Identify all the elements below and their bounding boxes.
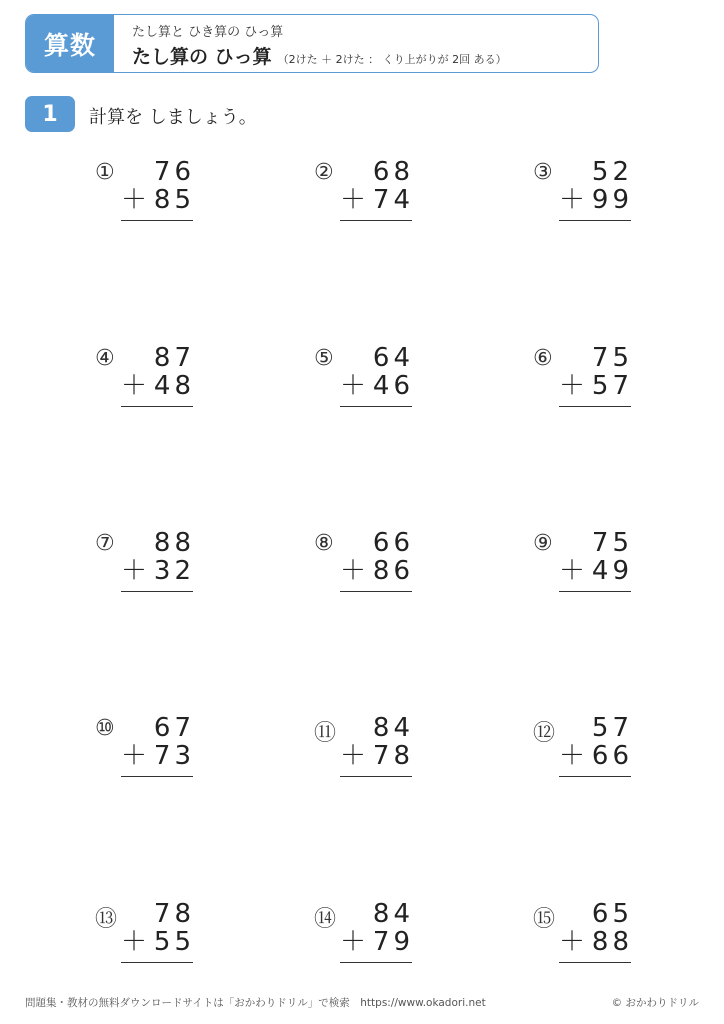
problem-number: ⑤ [314, 346, 334, 371]
problem-item [533, 710, 703, 780]
addend-bottom-row [340, 742, 414, 770]
answer-line [559, 406, 631, 407]
addend-top: 75 [591, 343, 633, 373]
worksheet-title: たし算の ひっ算 [132, 46, 272, 68]
answer-line [340, 591, 412, 592]
plus-sign: ＋ [559, 556, 586, 586]
addend-bottom: 49 [591, 556, 633, 586]
addend-bottom: 88 [591, 927, 633, 957]
addend-bottom-row [559, 557, 633, 585]
problem-number: ⑨ [533, 531, 553, 556]
plus-sign: ＋ [121, 371, 148, 401]
problem-number: ⑥ [533, 346, 553, 371]
plus-sign: ＋ [559, 185, 586, 215]
problem-item [95, 896, 265, 966]
problem-number: ① [95, 160, 115, 185]
answer-line [121, 591, 193, 592]
problem-item [95, 710, 265, 780]
addend-top: 87 [153, 343, 195, 373]
addend-top: 68 [372, 157, 414, 187]
problem-item [314, 154, 484, 224]
addend-top: 76 [153, 157, 195, 187]
addend-top: 88 [153, 528, 195, 558]
plus-sign: ＋ [559, 741, 586, 771]
plus-sign: ＋ [121, 556, 148, 586]
problem-item [533, 525, 703, 595]
problem-item [533, 896, 703, 966]
addend-bottom-row [121, 372, 195, 400]
problem-number: ⑬ [95, 907, 118, 932]
answer-line [340, 220, 412, 221]
plus-sign: ＋ [340, 741, 367, 771]
addend-bottom-row [340, 186, 414, 214]
problem-item [95, 154, 265, 224]
plus-sign: ＋ [340, 927, 367, 957]
addend-top: 52 [591, 157, 633, 187]
addend-bottom-row [121, 557, 195, 585]
footer-site-note: 問題集・教材の無料ダウンロードサイトは「おかわりドリル」で検索 https://www.okadori.net [25, 997, 486, 1009]
problem-number: ④ [95, 346, 115, 371]
answer-line [559, 962, 631, 963]
worksheet-header [25, 14, 599, 73]
problem-item [95, 525, 265, 595]
problem-item [314, 525, 484, 595]
answer-line [340, 962, 412, 963]
worksheet-title-note: （2けた ＋ 2けた ： くり上がりが 2回 ある） [277, 53, 507, 66]
addend-bottom-row [121, 186, 195, 214]
answer-line [121, 220, 193, 221]
addend-bottom-row [340, 372, 414, 400]
answer-line [559, 776, 631, 777]
problem-number: ③ [533, 160, 553, 185]
addend-bottom: 55 [153, 927, 195, 957]
addend-bottom: 74 [372, 185, 414, 215]
addend-bottom-row [559, 186, 633, 214]
problem-item [95, 340, 265, 410]
addend-top: 57 [591, 713, 633, 743]
addend-bottom: 85 [153, 185, 195, 215]
plus-sign: ＋ [121, 185, 148, 215]
plus-sign: ＋ [559, 371, 586, 401]
section-number-badge: 1 [25, 96, 75, 132]
problem-item [314, 710, 484, 780]
problem-item [533, 154, 703, 224]
answer-line [340, 776, 412, 777]
addend-bottom-row [340, 557, 414, 585]
addend-top: 65 [591, 899, 633, 929]
plus-sign: ＋ [340, 556, 367, 586]
subject-label: 算数 [26, 15, 114, 72]
addend-bottom-row [559, 928, 633, 956]
plus-sign: ＋ [340, 371, 367, 401]
plus-sign: ＋ [121, 741, 148, 771]
addend-bottom: 78 [372, 741, 414, 771]
answer-line [121, 962, 193, 963]
addend-bottom-row [340, 928, 414, 956]
addend-bottom: 73 [153, 741, 195, 771]
addend-top: 84 [372, 899, 414, 929]
answer-line [340, 406, 412, 407]
answer-line [559, 220, 631, 221]
addend-bottom: 32 [153, 556, 195, 586]
plus-sign: ＋ [121, 927, 148, 957]
addend-bottom: 99 [591, 185, 633, 215]
answer-line [121, 776, 193, 777]
addend-bottom-row [559, 742, 633, 770]
header-title-row [132, 42, 507, 69]
problem-item [314, 340, 484, 410]
addend-bottom: 86 [372, 556, 414, 586]
answer-line [559, 591, 631, 592]
problem-number: ⑫ [533, 721, 556, 746]
plus-sign: ＋ [340, 185, 367, 215]
plus-sign: ＋ [559, 927, 586, 957]
addend-bottom: 57 [591, 371, 633, 401]
addend-top: 67 [153, 713, 195, 743]
problem-number: ⑧ [314, 531, 334, 556]
problem-number: ② [314, 160, 334, 185]
addend-top: 64 [372, 343, 414, 373]
addend-bottom: 48 [153, 371, 195, 401]
answer-line [121, 406, 193, 407]
addend-top: 78 [153, 899, 195, 929]
problem-number: ⑭ [314, 907, 337, 932]
section-instruction: 計算を しましょう。 [89, 107, 257, 128]
addend-bottom: 79 [372, 927, 414, 957]
problem-number: ⑦ [95, 531, 115, 556]
problem-item [314, 896, 484, 966]
addend-bottom-row [559, 372, 633, 400]
addend-top: 84 [372, 713, 414, 743]
problem-item [533, 340, 703, 410]
problem-number: ⑪ [314, 721, 337, 746]
problem-number: ⑮ [533, 907, 556, 932]
addend-bottom-row [121, 928, 195, 956]
problem-number: ⑩ [95, 716, 115, 741]
addend-bottom-row [121, 742, 195, 770]
header-subtitle: たし算と ひき算の ひっ算 [132, 25, 284, 40]
addend-top: 75 [591, 528, 633, 558]
footer-copyright: © おかわりドリル [611, 997, 699, 1009]
addend-bottom: 46 [372, 371, 414, 401]
addend-top: 66 [372, 528, 414, 558]
addend-bottom: 66 [591, 741, 633, 771]
